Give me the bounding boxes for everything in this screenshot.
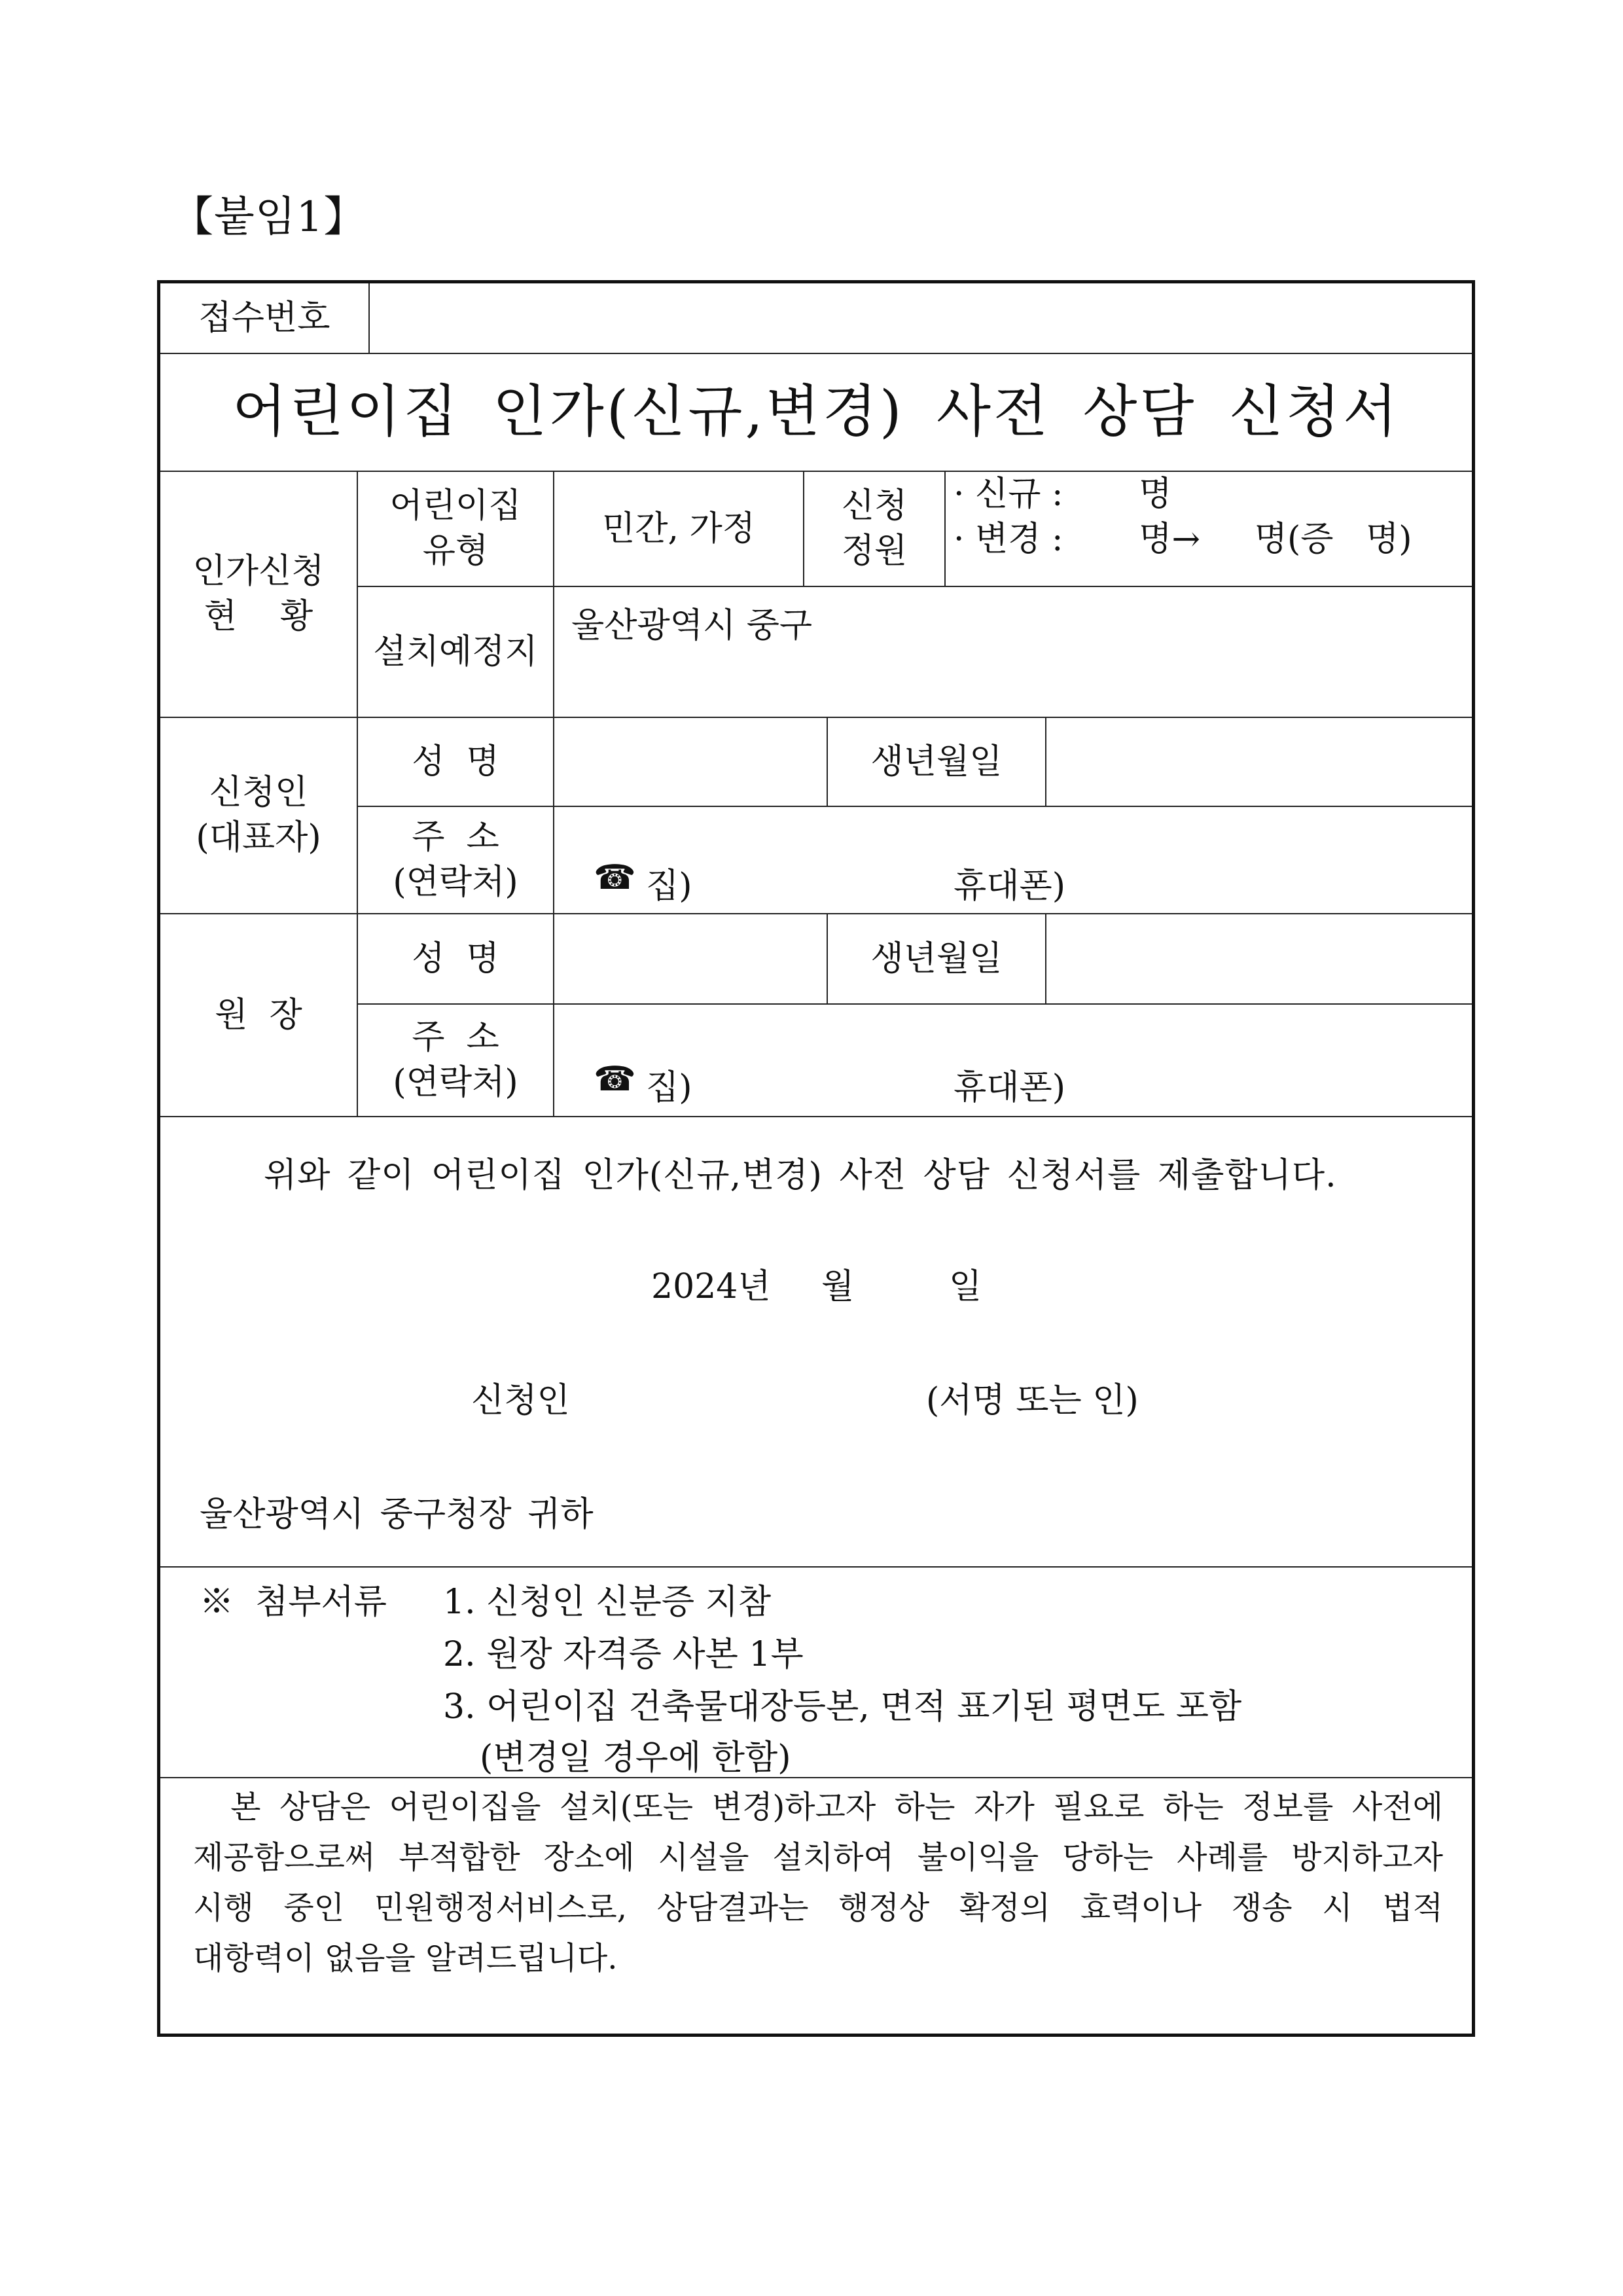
notice-line-2: 제공함으로써 부적합한 장소에 시설을 설치하여 불이익을 당하는 사례를 방지하고자 [193,1839,1443,1876]
applicant-address-label-line1: 주 소 [412,817,499,857]
director-address-label-line1: 주 소 [412,1018,499,1058]
director-name-field[interactable] [554,914,827,1003]
date-day: 일 [949,1267,982,1306]
director-section-label: 원 장 [215,995,302,1035]
facility-type-label-line2: 유형 [422,531,489,571]
divider [160,1566,1472,1568]
date-month: 월 [821,1267,855,1306]
phone-icon: ☎ [594,858,636,897]
applicant-label-line2: (대표자) [196,818,321,857]
notice [193,1782,1443,1984]
attachment-item-2: 2. 원장 자격증 사본 1부 [443,1635,804,1674]
facility-type-label-line1: 어린이집 [389,486,522,526]
capacity-label-line1: 신청 [841,486,908,526]
director-birth-label: 생년월일 [870,939,1003,978]
capacity-new: · 신규 : 명 [954,475,1172,514]
applicant-birth-label: 생년월일 [870,742,1003,781]
capacity-label-line2: 정원 [841,531,908,571]
director-birth-field[interactable] [1046,914,1472,1003]
attachments-label: ※ 첨부서류 [200,1583,387,1622]
facility-type-value: 민간, 가정 [602,509,755,548]
applicant-home-label: 집) [646,867,692,906]
director-mobile-label: 휴대폰) [954,1068,1065,1107]
receipt-number-field[interactable] [370,283,1472,353]
applicant-address-label [358,807,553,913]
capacity-label [804,472,944,586]
recipient: 울산광역시 중구청장 귀하 [200,1495,594,1534]
attachment-item-3-note: (변경일 경우에 한함) [480,1738,791,1778]
applicant-address-label-line2: (연락처) [393,863,518,902]
director-address-label [358,1005,553,1116]
applicant-name-field[interactable] [554,718,827,806]
applicant-label-line1: 신청인 [209,773,308,813]
divider [944,471,946,586]
location-label: 설치예정지 [373,632,538,672]
location-value[interactable]: 울산광역시 중구 [571,605,813,645]
capacity-change: · 변경 : 명→ 명(증 명) [954,519,1412,559]
notice-line-1: 본 상담은 어린이집을 설치(또는 변경)하고자 하는 자가 필요로 하는 정보를 사전에 [193,1789,1443,1825]
notice-line-3: 시행 중인 민원행정서비스로, 상담결과는 행정상 확정의 효력이나 쟁송 시 법적 [193,1890,1443,1926]
director-name-label: 성 명 [412,939,499,978]
applicant-signature-label: 신청인 [471,1381,570,1420]
date-year: 2024년 [651,1267,771,1306]
applicant-name-label: 성 명 [412,742,499,781]
form-title: 어린이집 인가(신규,변경) 사전 상담 신청서 [232,379,1400,445]
declaration-statement: 위와 같이 어린이집 인가(신규,변경) 사전 상담 신청서를 제출합니다. [264,1156,1337,1195]
signature-hint: (서명 또는 인) [926,1381,1139,1420]
phone-icon: ☎ [594,1060,636,1099]
attachment-label: 【붙임1】 [171,193,366,242]
receipt-number-label: 접수번호 [198,298,330,338]
director-home-label: 집) [646,1068,692,1107]
director-address-label-line2: (연락처) [393,1063,518,1102]
facility-type-label [358,472,553,586]
applicant-birth-field[interactable] [1046,718,1472,806]
capacity-values[interactable] [954,472,1471,586]
status-label-line1: 인가신청 [192,552,325,592]
application-form [157,280,1475,2037]
applicant-mobile-label: 휴대폰) [954,867,1065,906]
applicant-section-label [160,718,357,913]
status-label-line2: 현 황 [204,597,313,636]
notice-line-4: 대항력이 없음을 알려드립니다. [193,1940,618,1977]
divider [160,1116,1472,1117]
status-section-label [160,472,357,717]
attachment-item-3: 3. 어린이집 건축물대장등본, 면적 표기된 평면도 포함 [443,1687,1242,1727]
divider [160,1777,1472,1778]
attachment-item-1: 1. 신청인 신분증 지참 [443,1583,772,1622]
